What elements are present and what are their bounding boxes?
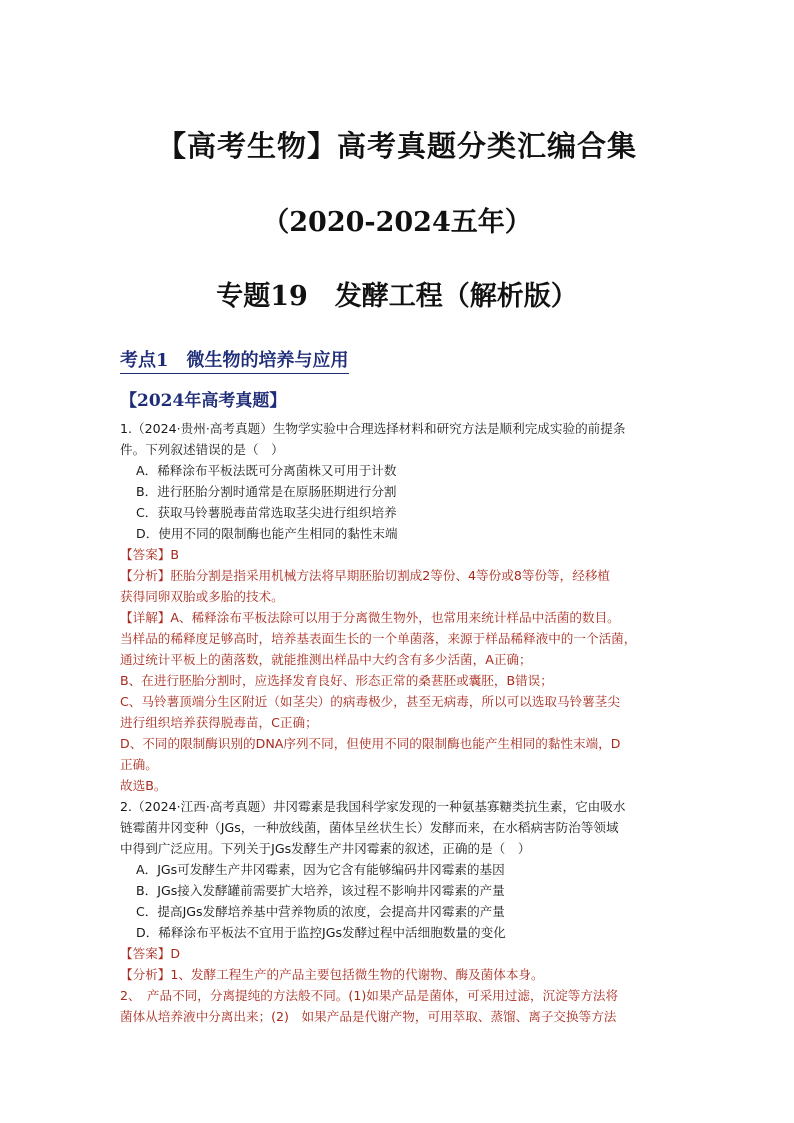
q1-detail-line: C、马铃薯顶端分生区附近（如茎尖）的病毒极少，甚至无病毒，所以可以选取马铃薯茎尖 [120, 694, 620, 709]
q1-detail-line: 正确。 [120, 757, 158, 772]
q1-analysis-line: 获得同卵双胎或多胎的技术。 [120, 589, 284, 604]
answer-tag: 【答案】 [120, 547, 171, 562]
q1-analysis [120, 565, 680, 586]
detail-tag: 【详解】 [120, 610, 171, 625]
topic-heading: 专题19 发酵工程（解析版） [216, 281, 578, 312]
q1-detail-line: B、在进行胚胎分割时，应选择发育良好、形态正常的桑葚胚或囊胚，B错误； [120, 673, 553, 688]
detail-text: A、稀释涂布平板法除可以用于分离微生物外，也常用来统计样品中活菌的数目。 [170, 610, 620, 625]
q1-answer [120, 544, 680, 565]
q2-stem-line: 中得到广泛应用。下列关于JGs发酵生产井冈霉素的叙述，正确的是（ ） [120, 841, 531, 856]
analysis-text: 胚胎分割是指采用机械方法将早期胚胎切割成2等份、4等份或8等份等，经移植 [170, 568, 611, 583]
q1-detail-line: 进行组织培养获得脱毒苗，C正确； [120, 715, 318, 730]
q1-detail-line: 当样品的稀释度足够高时，培养基表面生长的一个单菌落，来源于样品稀释液中的一个活菌， [120, 631, 637, 646]
answer-value: B [170, 547, 180, 562]
q1-conclusion: 故选B。 [120, 778, 167, 793]
analysis-text: 1、发酵工程生产的产品主要包括微生物的代谢物、酶及菌体本身。 [170, 967, 544, 982]
q1-detail [120, 607, 680, 628]
q2-option-d: D．稀释涂布平板法不宜用于监控JGs发酵过程中活细胞数量的变化 [136, 925, 506, 940]
document-subtitle: （2020-2024五年） [262, 207, 532, 238]
answer-tag: 【答案】 [120, 946, 171, 961]
q1-option-d: D．使用不同的限制酶也能产生相同的黏性末端 [136, 526, 398, 541]
q2-stem-line: 2.（2024·江西·高考真题）井冈霉素是我国科学家发现的一种氨基寡糖类抗生素，它由吸水 [120, 799, 626, 814]
q1-stem-line: 件。下列叙述错误的是（ ） [120, 442, 284, 457]
document-body [120, 418, 680, 1027]
q2-stem-line: 链霉菌井冈变种（JGs，一种放线菌，菌体呈丝状生长）发酵而来，在水稻病害防治等领域 [120, 820, 619, 835]
year-heading: 【2024年高考真题】 [120, 391, 287, 411]
q1-option-b: B．进行胚胎分割时通常是在原肠胚期进行分割 [136, 484, 397, 499]
q2-option-a: A．JGs可发酵生产井冈霉素，因为它含有能够编码井冈霉素的基因 [136, 862, 505, 877]
q2-option-c: C．提高JGs发酵培养基中营养物质的浓度，会提高井冈霉素的产量 [136, 904, 505, 919]
q1-stem-line: 1.（2024·贵州·高考真题）生物学实验中合理选择材料和研究方法是顺利完成实验的前提条 [120, 421, 626, 436]
q2-answer [120, 943, 680, 964]
analysis-tag: 【分析】 [120, 568, 171, 583]
analysis-tag: 【分析】 [120, 967, 171, 982]
q1-option-a: A．稀释涂布平板法既可分离菌株又可用于计数 [136, 463, 397, 478]
section-heading: 考点1 微生物的培养与应用 [120, 346, 349, 374]
q1-detail-line: D、不同的限制酶识别的DNA序列不同，但使用不同的限制酶也能产生相同的黏性末端，D [120, 736, 621, 751]
q1-detail-line: 通过统计平板上的菌落数，就能推测出样品中大约含有多少活菌，A正确； [120, 652, 532, 667]
q1-option-c: C．获取马铃薯脱毒苗常选取茎尖进行组织培养 [136, 505, 397, 520]
document-title: 【高考生物】高考真题分类汇编合集 [156, 129, 637, 163]
q2-analysis-line: 2、 产品不同，分离提纯的方法般不同。(1)如果产品是菌体，可采用过滤，沉淀等方法将 [120, 988, 619, 1003]
q2-analysis-line: 菌体从培养液中分离出来；(2) 如果产品是代谢产物，可用萃取、蒸馏、离子交换等方法 [120, 1009, 617, 1024]
q2-option-b: B．JGs接入发酵罐前需要扩大培养，该过程不影响井冈霉素的产量 [136, 883, 505, 898]
q2-analysis [120, 964, 680, 985]
answer-value: D [170, 946, 181, 961]
